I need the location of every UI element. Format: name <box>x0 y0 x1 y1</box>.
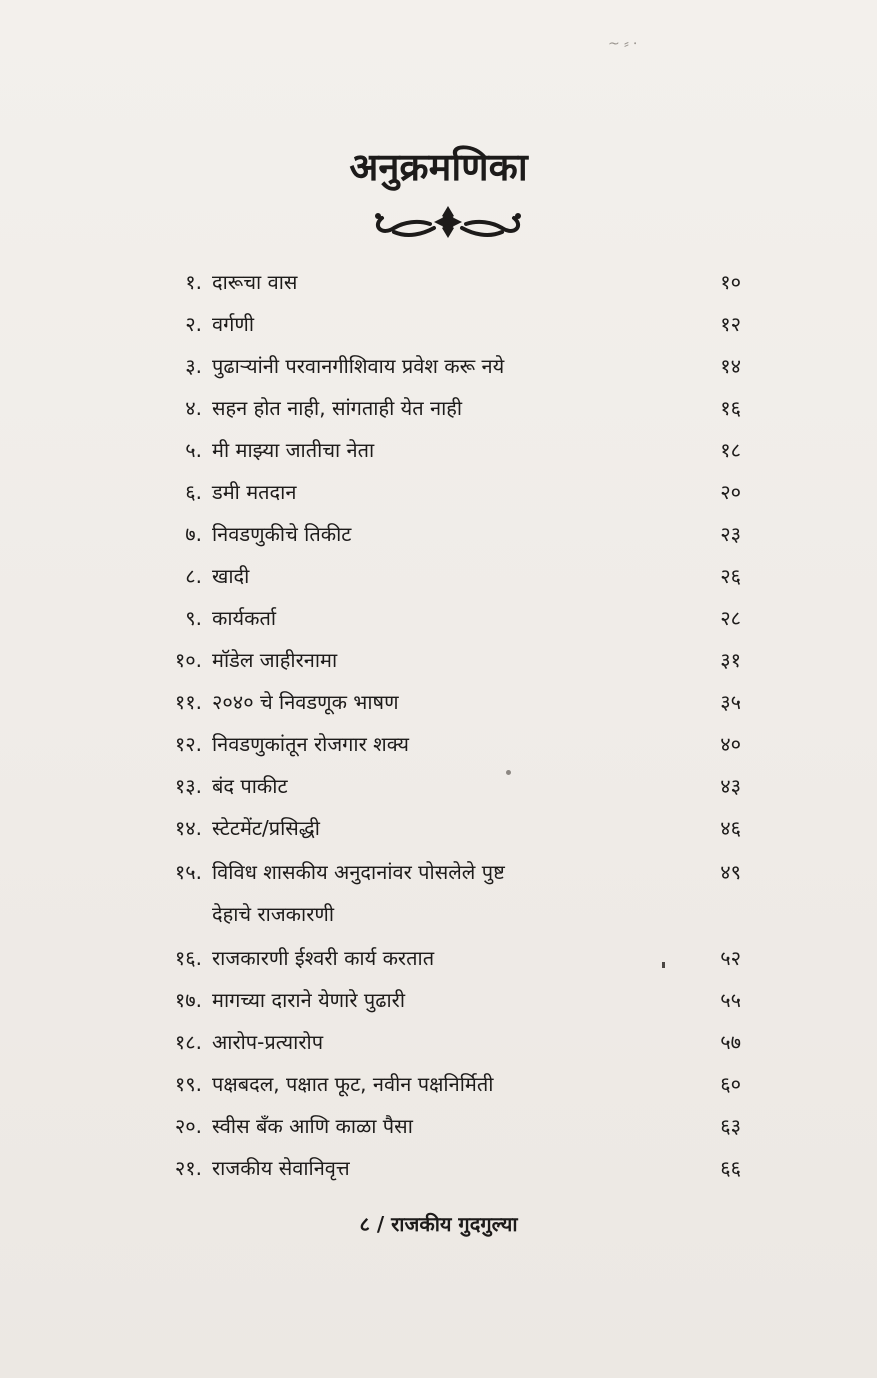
toc-entry <box>0 1106 877 1146</box>
page-title: अनुक्रमणिका <box>349 145 528 189</box>
toc-title: मी माझ्या जातीचा नेता <box>212 438 375 462</box>
toc-entry <box>0 1148 877 1188</box>
toc-number: १. <box>185 270 202 294</box>
paper-speck <box>662 962 665 968</box>
toc-number: ८. <box>185 564 202 588</box>
toc-number: ६. <box>185 480 202 504</box>
toc-title: कार्यकर्ता <box>212 606 277 630</box>
toc-title: निवडणुकांतून रोजगार शक्य <box>212 732 410 756</box>
toc-entry <box>0 938 877 978</box>
toc-page: ५७ <box>720 1030 741 1054</box>
toc-page: ६३ <box>720 1114 741 1138</box>
toc-page: २० <box>720 480 741 504</box>
paper-mark: ~ ⸗ ⸱ <box>608 36 638 52</box>
toc-page: ६० <box>720 1072 741 1096</box>
toc-number: ३. <box>185 354 202 378</box>
toc-number: ४. <box>185 396 202 420</box>
toc-title: खादी <box>212 564 250 588</box>
toc-title: स्टेटमेंट/प्रसिद्धी <box>212 816 320 840</box>
toc-page: ४३ <box>720 774 741 798</box>
toc-number: २१. <box>174 1156 202 1180</box>
toc-number: १३. <box>174 774 202 798</box>
toc-number: ९. <box>185 606 202 630</box>
toc-title: मॉडेल जाहीरनामा <box>212 648 338 672</box>
toc-number: २०. <box>174 1114 202 1138</box>
toc-entry <box>0 514 877 554</box>
toc-number: ७. <box>185 522 202 546</box>
toc-title: दारूचा वास <box>212 270 298 294</box>
toc-page: ४० <box>720 732 741 756</box>
paper-speck <box>506 770 511 775</box>
toc-page: १६ <box>720 396 741 420</box>
toc-number: १२. <box>174 732 202 756</box>
toc-page: ६६ <box>720 1156 741 1180</box>
toc-title-continued: देहाचे राजकारणी <box>212 902 335 926</box>
toc-page: ३१ <box>720 648 741 672</box>
toc-entry <box>0 598 877 638</box>
toc-page: २३ <box>720 522 741 546</box>
toc-number: २. <box>185 312 202 336</box>
toc-title: स्वीस बँक आणि काळा पैसा <box>212 1114 413 1138</box>
toc-page: २८ <box>720 606 741 630</box>
toc-entry <box>0 388 877 428</box>
toc-title: राजकीय सेवानिवृत्त <box>212 1156 350 1180</box>
toc-entry <box>0 304 877 344</box>
toc-entry <box>0 980 877 1020</box>
toc-title: राजकारणी ईश्वरी कार्य करतात <box>212 946 435 970</box>
toc-page: ४९ <box>720 860 741 884</box>
toc-entry <box>0 640 877 680</box>
toc-number: १०. <box>174 648 202 672</box>
toc-page: ५२ <box>720 946 741 970</box>
ornament-divider-icon <box>368 198 528 246</box>
toc-page: ३५ <box>720 690 741 714</box>
toc-entry <box>0 682 877 722</box>
toc-entry <box>0 852 877 936</box>
toc-entry <box>0 766 877 806</box>
toc-title: वर्गणी <box>212 312 255 336</box>
toc-page: ४६ <box>720 816 741 840</box>
toc-entry <box>0 430 877 470</box>
toc-title: विविध शासकीय अनुदानांवर पोसलेले पुष्ट <box>212 860 505 884</box>
toc-entry <box>0 808 877 848</box>
toc-page: १२ <box>720 312 741 336</box>
toc-entry <box>0 262 877 302</box>
toc-entry <box>0 556 877 596</box>
toc-title: निवडणुकीचे तिकीट <box>212 522 352 546</box>
toc-title: पुढाऱ्यांनी परवानगीशिवाय प्रवेश करू नये <box>212 354 505 378</box>
toc-entry <box>0 1022 877 1062</box>
toc-page: ५५ <box>720 988 741 1012</box>
toc-title: बंद पाकीट <box>212 774 288 798</box>
toc-title: पक्षबदल, पक्षात फूट, नवीन पक्षनिर्मिती <box>212 1072 494 1096</box>
toc-number: १८. <box>174 1030 202 1054</box>
toc-page: १० <box>720 270 741 294</box>
toc-title: डमी मतदान <box>212 480 297 504</box>
toc-number: १५. <box>174 860 202 884</box>
toc-entry <box>0 346 877 386</box>
toc-title: मागच्या दाराने येणारे पुढारी <box>212 988 406 1012</box>
toc-title: सहन होत नाही, सांगताही येत नाही <box>212 396 463 420</box>
toc-entry <box>0 724 877 764</box>
toc-number: १७. <box>174 988 202 1012</box>
toc-number: ११. <box>174 690 202 714</box>
toc-entry <box>0 1064 877 1104</box>
toc-number: १४. <box>174 816 202 840</box>
toc-title: आरोप-प्रत्यारोप <box>212 1030 324 1054</box>
toc-entry <box>0 472 877 512</box>
toc-number: १६. <box>174 946 202 970</box>
page-footer: ८ / राजकीय गुदगुल्या <box>359 1212 518 1236</box>
toc-page: १८ <box>720 438 741 462</box>
toc-number: ५. <box>185 438 202 462</box>
toc-page: २६ <box>720 564 741 588</box>
toc-number: १९. <box>174 1072 202 1096</box>
toc-title: २०४० चे निवडणूक भाषण <box>212 690 399 714</box>
toc-page: १४ <box>720 354 741 378</box>
